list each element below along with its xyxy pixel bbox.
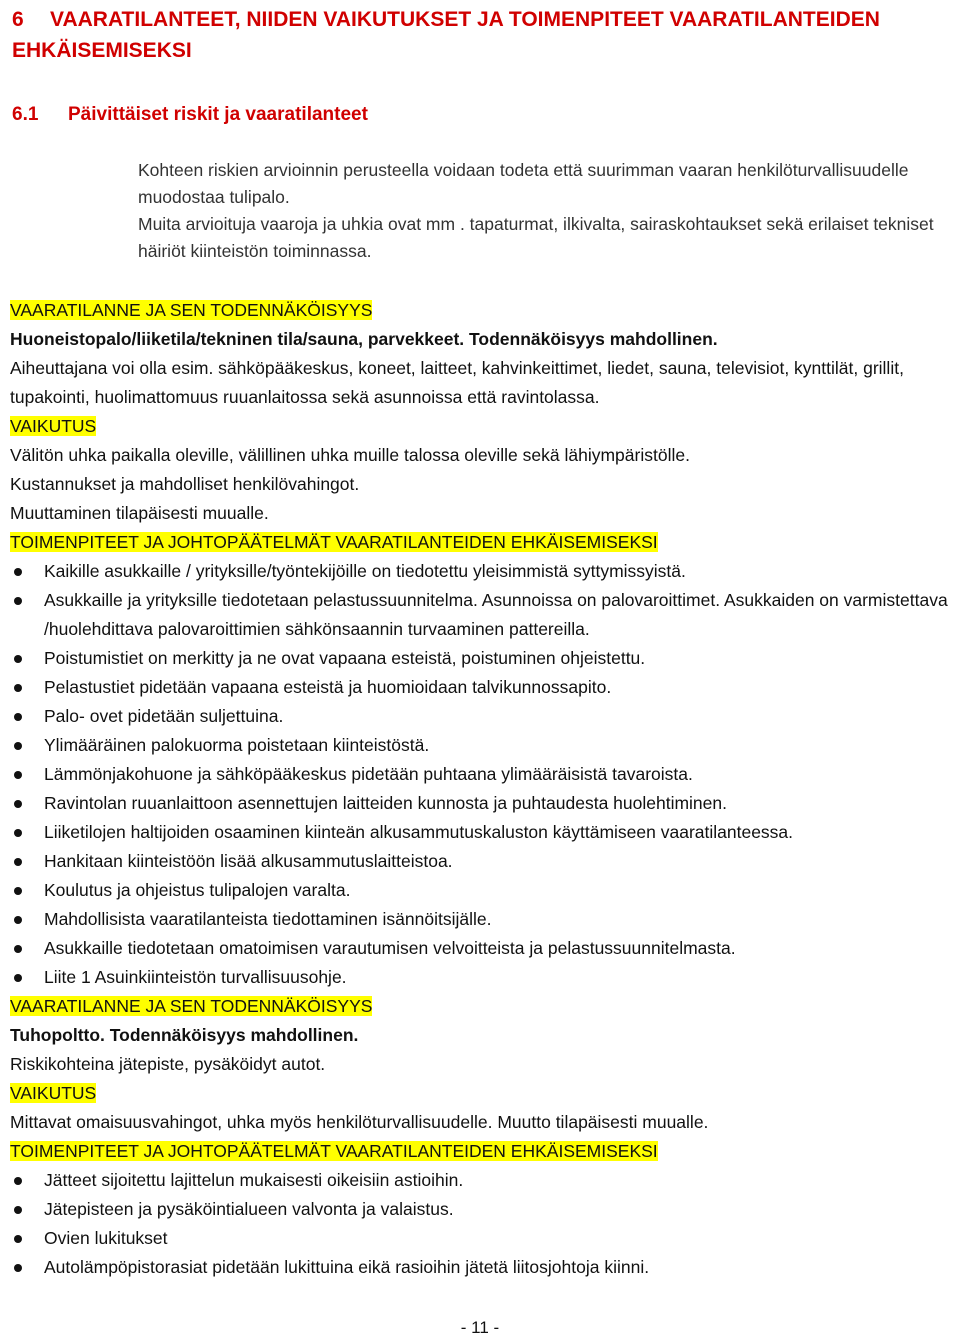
page-number: - 11 - xyxy=(460,1318,500,1337)
section-title: Päivittäiset riskit ja vaaratilanteet xyxy=(68,104,368,125)
risk-label: VAARATILANNE JA SEN TODENNÄKÖISYYS xyxy=(10,996,373,1016)
list-item: Kaikille asukkaille / yrityksille/työntekijöille on tiedotettu yleisimmistä syttymissyistä. xyxy=(10,557,952,586)
chapter-number: 6 xyxy=(12,8,24,31)
effect-label: VAIKUTUS xyxy=(10,416,97,436)
list-item: Jätepisteen ja pysäköintialueen valvonta ja valaistus. xyxy=(10,1195,952,1224)
list-item: Palo- ovet pidetään suljettuina. xyxy=(10,702,952,731)
intro-paragraph: Muita arvioituja vaaroja ja uhkia ovat mm . tapaturmat, ilkivalta, sairaskohtaukset sekä erilaiset tekniset häiriöt kiinteistön toiminnassa. xyxy=(138,214,934,261)
intro-text xyxy=(138,157,956,265)
list-item: Hankitaan kiinteistöön lisää alkusammutuslaitteistoa. xyxy=(10,847,952,876)
effect-label: VAIKUTUS xyxy=(10,1083,97,1103)
intro-paragraph: Kohteen riskien arvioinnin perusteella voidaan todeta että suurimman vaaran henkilöturvallisuudelle muodostaa tulipalo. xyxy=(138,160,909,207)
section-heading xyxy=(12,103,368,127)
actions-list xyxy=(10,1166,952,1282)
list-item: Poistumistiet on merkitty ja ne ovat vapaana esteistä, poistuminen ohjeistettu. xyxy=(10,644,952,673)
chapter-title: VAARATILANTEET, NIIDEN VAIKUTUKSET JA TOIMENPITEET VAARATILANTEIDEN EHKÄISEMISEKSI xyxy=(12,8,880,62)
list-item: Liite 1 Asuinkiinteistön turvallisuusohje. xyxy=(10,963,952,992)
chapter-heading xyxy=(12,4,952,66)
risk-title: Huoneistopalo/liiketila/tekninen tila/sauna, parvekkeet. Todennäköisyys mahdollinen. xyxy=(10,329,718,349)
effect-line: Välitön uhka paikalla oleville, välillinen uhka muille talossa oleville sekä lähiympäristölle. xyxy=(10,445,690,465)
list-item: Koulutus ja ohjeistus tulipalojen varalta. xyxy=(10,876,952,905)
actions-label: TOIMENPITEET JA JOHTOPÄÄTELMÄT VAARATILANTEIDEN EHKÄISEMISEKSI xyxy=(10,1141,658,1161)
effect-line: Mittavat omaisuusvahingot, uhka myös henkilöturvallisuudelle. Muutto tilapäisesti muualle. xyxy=(10,1112,709,1132)
risk-description: Riskikohteina jätepiste, pysäköidyt autot. xyxy=(10,1054,326,1074)
risk-sections xyxy=(10,296,952,1282)
list-item: Mahdollisista vaaratilanteista tiedottaminen isännöitsijälle. xyxy=(10,905,952,934)
actions-label: TOIMENPITEET JA JOHTOPÄÄTELMÄT VAARATILANTEIDEN EHKÄISEMISEKSI xyxy=(10,532,658,552)
list-item: Ravintolan ruuanlaittoon asennettujen laitteiden kunnosta ja puhtaudesta huolehtiminen. xyxy=(10,789,952,818)
risk-description: Aiheuttajana voi olla esim. sähköpääkeskus, koneet, laitteet, kahvinkeittimet, liedet, sauna, televisiot, kynttilät, grillit, tupakointi, huolimattomuus ruuanlaitossa sekä asunnoissa että ravintolassa. xyxy=(10,358,904,407)
effect-line: Kustannukset ja mahdolliset henkilövahingot. xyxy=(10,474,360,494)
list-item: Pelastustiet pidetään vapaana esteistä ja huomioidaan talvikunnossapito. xyxy=(10,673,952,702)
actions-list xyxy=(10,557,952,992)
list-item: Ovien lukitukset xyxy=(10,1224,952,1253)
list-item: Jätteet sijoitettu lajittelun mukaisesti oikeisiin astioihin. xyxy=(10,1166,952,1195)
list-item: Asukkaille tiedotetaan omatoimisen varautumisen velvoitteista ja pelastussuunnitelmasta. xyxy=(10,934,952,963)
list-item: Liiketilojen haltijoiden osaaminen kiinteän alkusammutuskaluston käyttämiseen vaaratilanteessa. xyxy=(10,818,952,847)
risk-title: Tuhopoltto. Todennäköisyys mahdollinen. xyxy=(10,1025,359,1045)
list-item: Lämmönjakohuone ja sähköpääkeskus pidetään puhtaana ylimääräisistä tavaroista. xyxy=(10,760,952,789)
list-item: Asukkaille ja yrityksille tiedotetaan pelastussuunnitelma. Asunnoissa on palovaroittimet. Asukkaiden on varmistettava /huolehdittava palovaroittimien sähkönsaannin turvaaminen pattereilla. xyxy=(10,586,952,644)
effect-line: Muuttaminen tilapäisesti muualle. xyxy=(10,503,269,523)
list-item: Autolämpöpistorasiat pidetään lukittuina eikä rasioihin jätetä liitosjohtoja kiinni. xyxy=(10,1253,952,1282)
section-number: 6.1 xyxy=(12,104,39,125)
risk-label: VAARATILANNE JA SEN TODENNÄKÖISYYS xyxy=(10,300,373,320)
list-item: Ylimääräinen palokuorma poistetaan kiinteistöstä. xyxy=(10,731,952,760)
